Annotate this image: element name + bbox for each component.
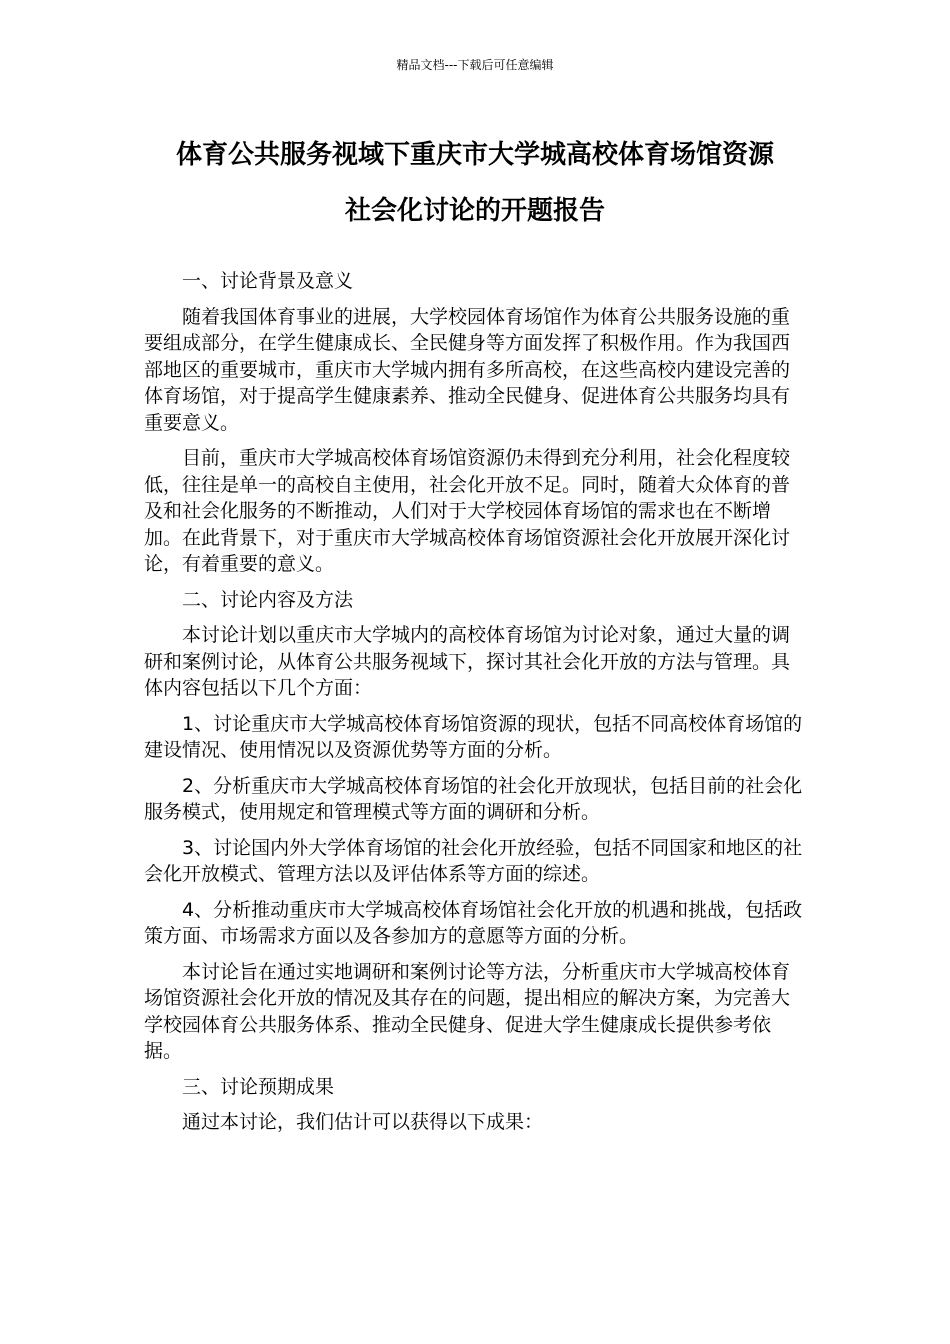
list-item-3: 3、讨论国内外大学体育场馆的社会化开放经验，包括不同国家和地区的社会化开放模式、管理方法以及评估体系等方面的综述。 [144, 836, 803, 885]
list-item-1: 1、讨论重庆市大学城高校体育场馆资源的现状，包括不同高校体育场馆的建设情况、使用情况以及资源优势等方面的分析。 [144, 712, 803, 761]
section-heading-content-methods: 二、讨论内容及方法 [182, 588, 354, 611]
section-heading-expected-results: 三、讨论预期成果 [182, 1075, 335, 1098]
paragraph-background-1: 随着我国体育事业的进展，大学校园体育场馆作为体育公共服务设施的重要组成部分，在学生健康成长、全民健身等方面发挥了积极作用。作为我国西部地区的重要城市，重庆市大学城内拥有多所高校，在这些高校内建设完善的体育场馆，对于提高学生健康素养、推动全民健身、促进体育公共服务均具有重要意义。 [144, 305, 791, 434]
paragraph-background-2: 目前，重庆市大学城高校体育场馆资源仍未得到充分利用，社会化程度较低，往往是单一的高校自主使用，社会化开放不足。同时，随着大众体育的普及和社会化服务的不断推动，人们对于大学校园体育场馆的需求也在不断增加。在此背景下，对于重庆市大学城高校体育场馆资源社会化开放展开深化讨论，有着重要的意义。 [144, 447, 791, 575]
page-header-note: 精品文档---下载后可任意编辑 [396, 58, 554, 72]
document-body [144, 268, 808, 1145]
section-heading-background: 一、讨论背景及意义 [182, 270, 354, 292]
list-item-2: 2、分析重庆市大学城高校体育场馆的社会化开放现状，包括目前的社会化服务模式，使用规定和管理模式等方面的调研和分析。 [144, 774, 803, 823]
document-title-line-1: 体育公共服务视域下重庆市大学城高校体育场馆资源 [175, 140, 774, 170]
paragraph-content-intro: 本讨论计划以重庆市大学城内的高校体育场馆为讨论对象，通过大量的调研和案例讨论，从体育公共服务视域下，探讨其社会化开放的方法与管理。具体内容包括以下几个方面： [144, 624, 791, 699]
document-title-line-2: 社会化讨论的开题报告 [344, 196, 605, 226]
paragraph-content-summary: 本讨论旨在通过实地调研和案例讨论等方法，分析重庆市大学城高校体育场馆资源社会化开放的情况及其存在的问题，提出相应的解决方案，为完善大学校园体育公共服务体系、推动全民健身、促进大学生健康成长提供参考依据。 [144, 960, 791, 1062]
list-item-4: 4、分析推动重庆市大学城高校体育场馆社会化开放的机遇和挑战，包括政策方面、市场需求方面以及各参加方的意愿等方面的分析。 [144, 898, 803, 947]
paragraph-expected-results: 通过本讨论，我们估计可以获得以下成果： [182, 1111, 544, 1133]
